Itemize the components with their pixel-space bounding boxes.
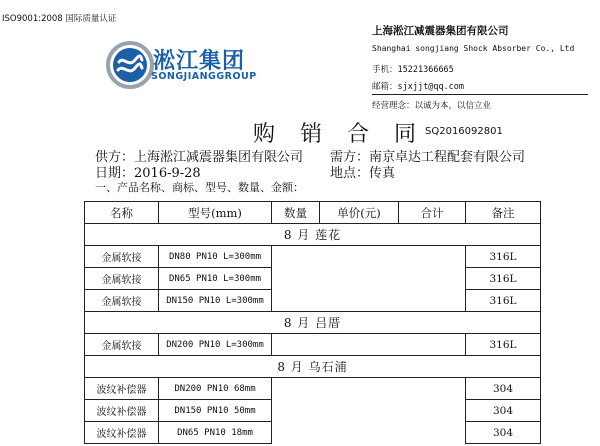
table-row <box>85 400 541 422</box>
cell-name: 波纹补偿器 <box>85 378 159 400</box>
company-logo <box>105 40 255 90</box>
cell-blank <box>272 334 466 356</box>
table-row <box>85 268 541 290</box>
cell-blank <box>272 400 466 422</box>
table-row <box>85 334 541 356</box>
group-row <box>85 224 541 246</box>
cell-name: 波纹补偿器 <box>85 400 159 422</box>
cell-name: 金属软接 <box>85 268 159 290</box>
cell-blank <box>272 378 466 400</box>
cell-blank <box>272 422 466 444</box>
logo-text-cn: 淞江集团 <box>153 49 246 74</box>
contract-title: 购 销 合 同 <box>253 122 425 147</box>
cell-model: DN200 PN10 68mm <box>159 378 272 400</box>
cell-model: DN65 PN10 18mm <box>159 422 272 444</box>
cell-remark: 304 <box>466 422 541 444</box>
table-row <box>85 246 541 268</box>
table-row <box>85 290 541 312</box>
cell-model: DN80 PN10 L=300mm <box>159 246 272 268</box>
column-header: 型号(mm) <box>159 202 272 224</box>
group-label: 8 月 莲花 <box>85 224 541 246</box>
place-line: 地点：传真 <box>330 166 396 181</box>
cell-model: DN200 PN10 L=300mm <box>159 334 272 356</box>
column-header: 数量 <box>272 202 320 224</box>
column-header: 备注 <box>466 202 541 224</box>
logo-text-en: SONGJIANGGROUP <box>151 71 257 82</box>
cell-remark: 316L <box>466 246 541 268</box>
group-row <box>85 312 541 334</box>
cell-blank <box>272 246 466 268</box>
cell-remark: 304 <box>466 378 541 400</box>
group-row <box>85 356 541 378</box>
buyer-line: 需方：南京卓达工程配套有限公司 <box>330 150 526 165</box>
cell-model: DN150 PN10 L=300mm <box>159 290 272 312</box>
cell-name: 金属软接 <box>85 290 159 312</box>
cell-remark: 304 <box>466 400 541 422</box>
column-header: 合计 <box>399 202 466 224</box>
cell-blank <box>272 268 466 290</box>
column-header: 名称 <box>85 202 159 224</box>
table-row <box>85 378 541 400</box>
iso-certification: ISO9001:2008 国际质量认证 <box>2 14 117 24</box>
cell-remark: 316L <box>466 290 541 312</box>
supplier-line: 供方：上海淞江减震器集团有限公司 <box>95 150 304 165</box>
business-motto: 经营理念：以诚为本，以信立业 <box>372 101 492 111</box>
cell-model: DN150 PN10 50mm <box>159 400 272 422</box>
product-table <box>84 201 541 444</box>
cell-remark: 316L <box>466 334 541 356</box>
company-name-en: Shanghai songjiang Shock Absorber Co., Ltd <box>372 44 575 53</box>
cell-blank <box>272 290 466 312</box>
date-line: 日期：2016-9-28 <box>95 166 201 181</box>
group-label: 8 月 吕厝 <box>85 312 541 334</box>
contact-email: 邮箱：sjxjjt@qq.com <box>372 82 465 92</box>
section-heading: 一、产品名称、商标、型号、数量、金额： <box>95 181 304 194</box>
table-header-row <box>85 202 541 224</box>
contract-number: SQ2016092801 <box>425 126 503 137</box>
cell-remark: 316L <box>466 268 541 290</box>
group-label: 8 月 乌石浦 <box>85 356 541 378</box>
cell-model: DN65 PN10 L=300mm <box>159 268 272 290</box>
contact-phone: 手机：15221366665 <box>372 65 454 75</box>
table-row <box>85 422 541 444</box>
cell-name: 金属软接 <box>85 246 159 268</box>
cell-name: 金属软接 <box>85 334 159 356</box>
cell-name: 波纹补偿器 <box>85 422 159 444</box>
company-name-cn: 上海淞江减震器集团有限公司 <box>372 25 509 37</box>
column-header: 单价(元) <box>320 202 399 224</box>
header-divider <box>372 94 588 95</box>
logo-emblem-icon <box>105 40 155 90</box>
